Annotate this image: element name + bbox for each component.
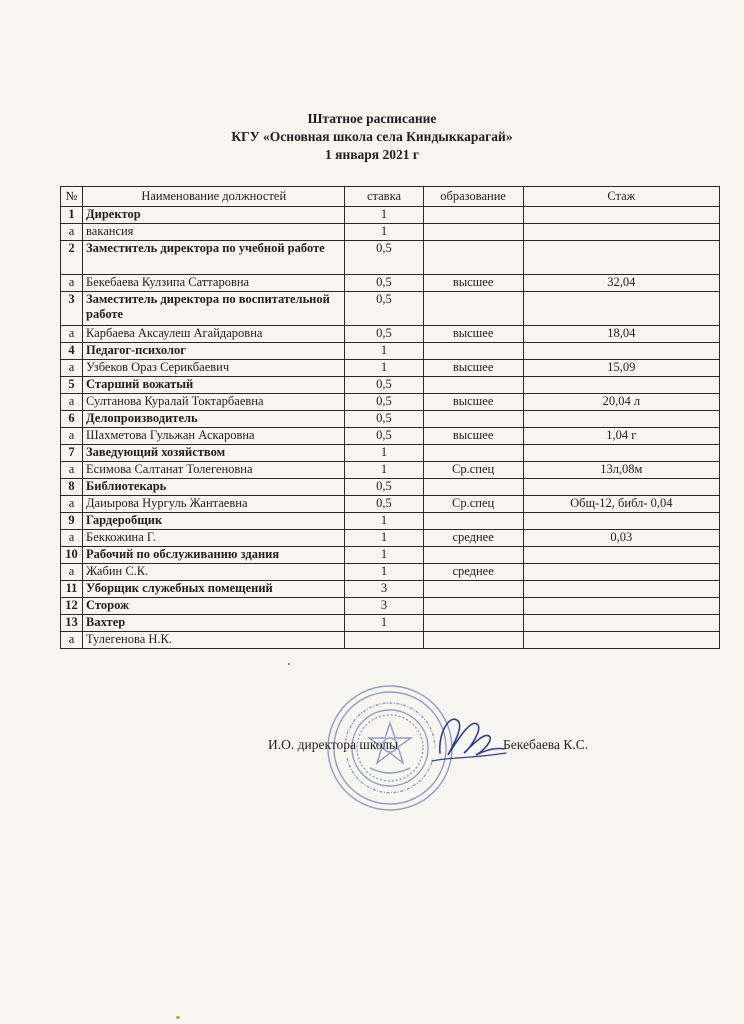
table-row	[61, 411, 720, 428]
experience-cell	[523, 547, 719, 564]
education-cell: среднее	[423, 564, 523, 581]
organization-name: КГУ «Основная школа села Киндыккарагай»	[231, 129, 513, 144]
position-name-cell: вакансия	[83, 224, 345, 241]
education-cell: Ср.спец	[423, 496, 523, 513]
row-number-cell: 5	[61, 377, 83, 394]
position-name-cell: Даиырова Нургуль Жантаевна	[83, 496, 345, 513]
experience-cell: 13л,08м	[523, 462, 719, 479]
experience-cell	[523, 479, 719, 496]
position-name-cell: Султанова Куралай Токтарбаевна	[83, 394, 345, 411]
row-number-cell: 8	[61, 479, 83, 496]
column-header-experience: Стаж	[523, 187, 719, 207]
position-name-cell: Рабочий по обслуживанию здания	[83, 547, 345, 564]
education-cell	[423, 598, 523, 615]
column-header-number: №	[61, 187, 83, 207]
handwritten-signature	[428, 703, 508, 773]
rate-cell: 3	[345, 581, 423, 598]
row-number-cell: 13	[61, 615, 83, 632]
rate-cell: 1	[345, 207, 423, 224]
rate-cell: 0,5	[345, 241, 423, 275]
position-name-cell: Заведующий хозяйством	[83, 445, 345, 462]
education-cell	[423, 513, 523, 530]
rate-cell: 0,5	[345, 326, 423, 343]
position-name-cell: Уборщик служебных помещений	[83, 581, 345, 598]
rate-cell: 0,5	[345, 377, 423, 394]
position-name-cell: Делопроизводитель	[83, 411, 345, 428]
row-number-cell: 6	[61, 411, 83, 428]
experience-cell	[523, 224, 719, 241]
row-number-cell: 12	[61, 598, 83, 615]
experience-cell	[523, 581, 719, 598]
table-row	[61, 581, 720, 598]
experience-cell	[523, 292, 719, 326]
row-number-cell: а	[61, 564, 83, 581]
rate-cell: 1	[345, 530, 423, 547]
education-cell	[423, 377, 523, 394]
column-header-position: Наименование должностей	[83, 187, 345, 207]
rate-cell: 1	[345, 513, 423, 530]
position-name-cell: Старший вожатый	[83, 377, 345, 394]
row-number-cell: а	[61, 224, 83, 241]
table-row	[61, 496, 720, 513]
rate-cell: 0,5	[345, 411, 423, 428]
row-number-cell: 10	[61, 547, 83, 564]
row-number-cell: а	[61, 394, 83, 411]
table-row	[61, 513, 720, 530]
position-name-cell: Библиотекарь	[83, 479, 345, 496]
rate-cell: 1	[345, 564, 423, 581]
education-cell: Ср.спец	[423, 462, 523, 479]
experience-cell	[523, 598, 719, 615]
rate-cell: 1	[345, 224, 423, 241]
rate-cell: 0,5	[345, 394, 423, 411]
rate-cell: 1	[345, 343, 423, 360]
table-row	[61, 462, 720, 479]
row-number-cell: а	[61, 275, 83, 292]
position-name-cell: Беккожина Г.	[83, 530, 345, 547]
rate-cell: 1	[345, 445, 423, 462]
rate-cell: 0,5	[345, 428, 423, 445]
position-name-cell: Вахтер	[83, 615, 345, 632]
position-name-cell: Жабин С.К.	[83, 564, 345, 581]
column-header-education: образование	[423, 187, 523, 207]
rate-cell	[345, 632, 423, 649]
rate-cell: 1	[345, 615, 423, 632]
position-name-cell: Тулегенова Н.К.	[83, 632, 345, 649]
row-number-cell: а	[61, 632, 83, 649]
education-cell: высшее	[423, 394, 523, 411]
position-name-cell: Узбеков Ораз Серикбаевич	[83, 360, 345, 377]
experience-cell	[523, 445, 719, 462]
education-cell	[423, 343, 523, 360]
education-cell	[423, 207, 523, 224]
experience-cell: Общ-12, библ- 0,04	[523, 496, 719, 513]
row-number-cell: 2	[61, 241, 83, 275]
rate-cell: 1	[345, 360, 423, 377]
position-name-cell: Директор	[83, 207, 345, 224]
table-row	[61, 326, 720, 343]
education-cell	[423, 479, 523, 496]
table-row	[61, 445, 720, 462]
rate-cell: 1	[345, 462, 423, 479]
experience-cell	[523, 377, 719, 394]
scan-speck	[176, 1016, 180, 1019]
position-name-cell: Есимова Салтанат Толегеновна	[83, 462, 345, 479]
experience-cell: 20,04 л	[523, 394, 719, 411]
table-row	[61, 547, 720, 564]
table-row	[61, 632, 720, 649]
education-cell: высшее	[423, 360, 523, 377]
education-cell	[423, 241, 523, 275]
table-row	[61, 615, 720, 632]
row-number-cell: а	[61, 462, 83, 479]
experience-cell	[523, 411, 719, 428]
table-row	[61, 275, 720, 292]
row-number-cell: 9	[61, 513, 83, 530]
education-cell	[423, 224, 523, 241]
row-number-cell: 3	[61, 292, 83, 326]
table-row	[61, 360, 720, 377]
experience-cell	[523, 615, 719, 632]
education-cell	[423, 581, 523, 598]
rate-cell: 3	[345, 598, 423, 615]
document-date: 1 января 2021 г	[325, 147, 419, 162]
table-row	[61, 224, 720, 241]
education-cell	[423, 632, 523, 649]
position-name-cell: Заместитель директора по учебной работе	[83, 241, 345, 275]
table-row	[61, 377, 720, 394]
staff-table	[60, 186, 720, 649]
education-cell	[423, 292, 523, 326]
rate-cell: 0,5	[345, 479, 423, 496]
experience-cell	[523, 513, 719, 530]
column-header-rate: ставка	[345, 187, 423, 207]
row-number-cell: а	[61, 360, 83, 377]
table-row	[61, 207, 720, 224]
row-number-cell: 7	[61, 445, 83, 462]
experience-cell	[523, 632, 719, 649]
table-row	[61, 479, 720, 496]
table-row	[61, 428, 720, 445]
experience-cell	[523, 343, 719, 360]
education-cell: среднее	[423, 530, 523, 547]
position-name-cell: Педагог-психолог	[83, 343, 345, 360]
education-cell: высшее	[423, 275, 523, 292]
table-row	[61, 394, 720, 411]
education-cell	[423, 615, 523, 632]
experience-cell	[523, 564, 719, 581]
table-row	[61, 564, 720, 581]
experience-cell: 1,04 г	[523, 428, 719, 445]
education-cell: высшее	[423, 326, 523, 343]
experience-cell: 18,04	[523, 326, 719, 343]
education-cell	[423, 445, 523, 462]
education-cell	[423, 411, 523, 428]
row-number-cell: а	[61, 496, 83, 513]
position-name-cell: Гардеробщик	[83, 513, 345, 530]
position-name-cell: Сторож	[83, 598, 345, 615]
education-cell	[423, 547, 523, 564]
rate-cell: 0,5	[345, 496, 423, 513]
experience-cell: 32,04	[523, 275, 719, 292]
position-name-cell: Заместитель директора по воспитательной работе	[83, 292, 345, 326]
position-name-cell: Шахметова Гульжан Аскаровна	[83, 428, 345, 445]
experience-cell: 0,03	[523, 530, 719, 547]
signatory-name: Бекебаева К.С.	[503, 737, 589, 752]
row-number-cell: а	[61, 428, 83, 445]
position-name-cell: Бекебаева Кулзипа Саттаровна	[83, 275, 345, 292]
rate-cell: 1	[345, 547, 423, 564]
row-number-cell: 1	[61, 207, 83, 224]
experience-cell	[523, 207, 719, 224]
education-cell: высшее	[423, 428, 523, 445]
table-row	[61, 241, 720, 275]
table-row	[61, 343, 720, 360]
document-title: Штатное расписание	[307, 111, 437, 126]
row-number-cell: 4	[61, 343, 83, 360]
signatory-role: И.О. директора школы	[268, 737, 399, 752]
position-name-cell: Карбаева Аксаулеш Агайдаровна	[83, 326, 345, 343]
table-row	[61, 530, 720, 547]
experience-cell: 15,09	[523, 360, 719, 377]
scan-speck	[288, 663, 290, 665]
experience-cell	[523, 241, 719, 275]
table-row	[61, 598, 720, 615]
row-number-cell: 11	[61, 581, 83, 598]
rate-cell: 0,5	[345, 275, 423, 292]
row-number-cell: а	[61, 530, 83, 547]
rate-cell: 0,5	[345, 292, 423, 326]
table-row	[61, 292, 720, 326]
table-header-row	[61, 187, 720, 207]
row-number-cell: а	[61, 326, 83, 343]
